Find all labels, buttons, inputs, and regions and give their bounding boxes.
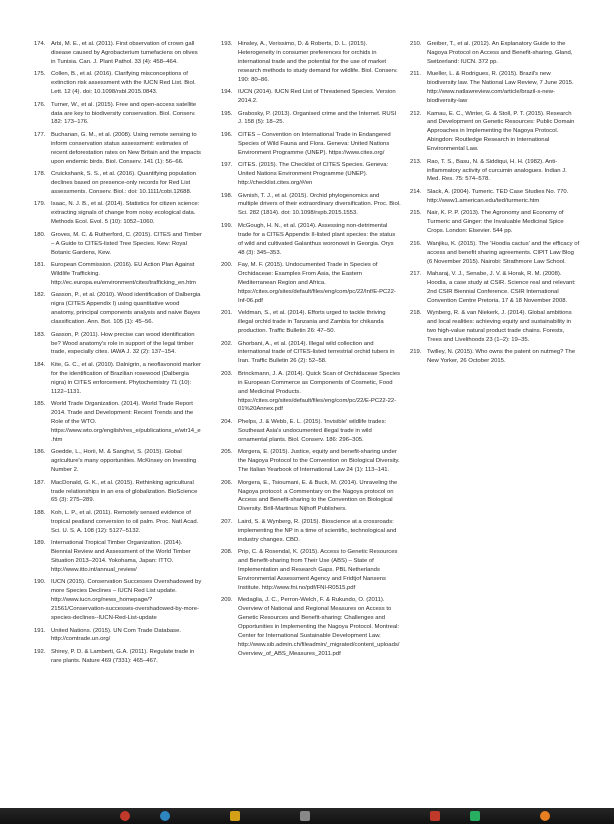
reference-text: Prip, C. & Rosendal, K. (2015). Access to Genetic Resources and Benefit-sharing from Their Use (ABS) – State of Implementation and Research Gaps. PBL Netherlands Environmental Assessment Agency and Fridtjof Nansens Institute. http://www.fni.no/pdf/FNI-R0515.pdf bbox=[238, 549, 398, 591]
reference-item bbox=[34, 200, 202, 227]
reference-item bbox=[221, 518, 401, 545]
reference-number: 193. bbox=[221, 41, 233, 47]
reference-text: Hinsley, A., Verissimo, D. & Roberts, D. L. (2015). Heterogeneity in consumer preferences for orchids in international trade and the potential for the use of market research methods to study demand for wildlife. Biol. Conserv. 190: 80–86. bbox=[238, 41, 398, 83]
reference-number: 219. bbox=[410, 349, 422, 356]
reference-item bbox=[221, 192, 401, 219]
reference-item bbox=[221, 340, 401, 367]
reference-item bbox=[221, 222, 401, 258]
reference-number: 195. bbox=[221, 110, 233, 117]
reference-text: Morgera, E. (2015). Justice, equity and benefit-sharing under the Nagoya Protocol to the Convention on Biological Diversity. The Italian Yearbook of International Law 24 (1): 113–141. bbox=[238, 449, 400, 474]
reference-text: Maharaj, V. J., Senabe, J. V. & Horak, R. M. (2008). Hoodia, a case study at CSIR. Science real and relevant: 2nd CSIR Biennial Conference. CSIR International Convention Centre Pretoria. 17 & 18 November 2008. bbox=[427, 271, 576, 304]
reference-item bbox=[34, 361, 202, 397]
reference-column-right bbox=[410, 40, 580, 370]
reference-item bbox=[221, 596, 401, 658]
reference-text: Goedde, L., Horii, M. & Sanghvi, S. (2015). Global agriculture's many opportunities. McKinsey on Investing Number 2. bbox=[51, 449, 197, 474]
reference-item bbox=[221, 479, 401, 515]
reference-number: 176. bbox=[34, 101, 46, 108]
reference-item bbox=[34, 509, 202, 536]
reference-item bbox=[221, 309, 401, 336]
reference-number: 180. bbox=[34, 231, 46, 238]
reference-number: 182. bbox=[34, 292, 46, 299]
reference-number: 184. bbox=[34, 361, 46, 368]
reference-item bbox=[221, 418, 401, 445]
reference-item bbox=[221, 110, 401, 128]
reference-text: Grabosky, P. (2013). Organised crime and the Internet. RUSI J. 158 (5): 18–25. bbox=[238, 110, 397, 126]
reference-text: Kite, G. C., et al. (2010). Dalnigrin, a neoflavonoid marker for the identification of Brazilian rosewood (Dalbergia nigra) in CITES enforcement. Phytochemistry 71 (10): 1122–1131. bbox=[51, 361, 201, 395]
reference-item bbox=[34, 648, 202, 666]
reference-column-middle bbox=[221, 40, 401, 662]
reference-item bbox=[34, 40, 202, 67]
reference-item bbox=[221, 161, 401, 188]
reference-number: 217. bbox=[410, 271, 422, 277]
reference-number: 208. bbox=[221, 549, 233, 556]
reference-item bbox=[34, 70, 202, 97]
reference-text: Ghorbani, A., et al. (2014). Illegal wild collection and international trade of CITES-listed terrestrial orchid tubers in Iran. Traffic Bulletin 26 (2): 52–58. bbox=[238, 340, 395, 365]
reference-text: Isaac, N. J. B., et al. (2014). Statistics for citizen science: extracting signals of change from noisy ecological data. Methods Ecol. Evol. 5 (10): 1052–1060. bbox=[51, 201, 200, 226]
reference-number: 211. bbox=[410, 71, 422, 78]
reference-item bbox=[221, 261, 401, 306]
reference-number: 213. bbox=[410, 158, 422, 165]
reference-text: European Commission. (2016). EU Action Plan Against Wildlife Trafficking. http://ec.europa.eu/environment/cites/trafficking_en.htm bbox=[51, 262, 196, 286]
reference-number: 200. bbox=[221, 262, 233, 269]
reference-item bbox=[221, 88, 401, 106]
reference-number: 209. bbox=[221, 597, 233, 604]
reference-text: Fay, M. F. (2015). Undocumented Trade in Species of Orchidaceae: Examples From Asia, the Eastern Mediterranean Region and Africa. https://cites.org/sites/default/files/eng/com/pc/22/Inf/E-PC22-Inf-06.pdf bbox=[238, 262, 396, 304]
reference-item bbox=[410, 309, 580, 345]
reference-text: Phelps, J. & Webb, E. L. (2015). 'Invisible' wildlife trades: Southeast Asia's undocumented illegal trade in wild ornamental plants. Biol. Conserv. 186: 296–305. bbox=[238, 418, 387, 443]
reference-number: 185. bbox=[34, 401, 46, 408]
reference-text: Greiber, T., et al. (2012). An Explanatory Guide to the Nagoya Protocol on Access and Benefit-sharing. Gland, Switzerland: IUCN. 372 pp. bbox=[427, 41, 573, 65]
reference-item bbox=[410, 188, 580, 206]
reference-item bbox=[34, 539, 202, 575]
media-icon[interactable] bbox=[540, 811, 550, 821]
reference-item bbox=[34, 331, 202, 358]
reference-text: Givnish, T. J., et al. (2015). Orchid phylogenomics and multiple drivers of their extraordinary diversification. Proc. Biol. Sci. 282 (1814). doi: 10.1098/rspb.2015.1553. bbox=[238, 192, 401, 217]
reference-text: Morgera, E., Tsioumani, E. & Buck, M. (2014). Unraveling the Nagoya protocol: a Commentary on the Nagoya protocol on Access and Benefit-sharing to the Convention on Biological Diversity. Brill-Martinus Nijhoff Publishers. bbox=[238, 479, 398, 513]
reference-number: 199. bbox=[221, 222, 233, 229]
reference-text: Veldman, S., et al. (2014). Efforts urged to tackle thriving illegal orchid trade in Tanzania and Zambia for chikanda production. Traffic Bulletin 26: 47–50. bbox=[238, 310, 386, 335]
spreadsheet-icon[interactable] bbox=[470, 811, 480, 821]
reference-text: McGough, H. N., et al. (2014). Assessing non-detrimental trade for a CITES Appendix II-listed plant species: the status of wild and cultivated Galanthus woronowii in Georgia. Oryx 48 (3): 345–353. bbox=[238, 222, 396, 256]
reference-text: Mueller, L. & Rodrigues, R. (2015). Brazil's new biodiversity law. The National Law Review, 7 June 2015. http://www.natlawreview.com/article/brazil-s-new-biodiversity-law bbox=[427, 71, 574, 105]
reference-column-left bbox=[34, 40, 202, 669]
reference-item bbox=[34, 131, 202, 167]
reference-text: Gasson, P., et al. (2010). Wood identification of Dalbergia nigra (CITES Appendix I) using quantitative wood anatomy, principal components analysis and naive Bayes classification. Ann. Bot. 105 (1): 45–56. bbox=[51, 292, 201, 326]
reference-item bbox=[410, 240, 580, 267]
reference-text: CITES. (2015). The Checklist of CITES Species. Geneva: United Nations Environment Programme (UNEP). http://checklist.cites.org/#/en bbox=[238, 162, 389, 187]
reference-item bbox=[410, 40, 580, 67]
reference-number: 194. bbox=[221, 89, 233, 96]
reference-item bbox=[34, 578, 202, 623]
reference-text: Collen, B., et al. (2016). Clarifying misconceptions of extinction risk assessment with the IUCN Red List. Biol. Lett. 12 (4). doi: 10.1098/rsbl.2015.0843. bbox=[51, 71, 196, 96]
reference-number: 187. bbox=[34, 479, 46, 486]
reference-item bbox=[410, 209, 580, 236]
reference-item bbox=[410, 70, 580, 106]
reference-text: World Trade Organization. (2014). World Trade Report 2014. Trade and Development: Recent Trends and the Role of the WTO. https://www.wto.org/english/res_e/publications_e/wtr14_e.htm bbox=[51, 401, 201, 443]
reference-item bbox=[34, 170, 202, 197]
reference-text: Medaglia, J. C., Perron-Welch, F. & Rukundo, O. (2011). Overview of National and Regional Measures on Access to Genetic Resources and Benefit-sharing: Challenges and Opportunities in Implementing the Nagoya Protocol. Montreal: Center for International Sustainable Development Law. http://www.sib.admin.ch/fileadmin/_migrated/content_uploads/Overview_of_ABS_Measures_2011.pdf bbox=[238, 597, 400, 657]
reference-text: International Tropical Timber Organization. (2014). Biennial Review and Assessment of the World Timber Situation 2013–2014. Yokohama, Japan: ITTO. http://www.itto.int/annual_review/ bbox=[51, 540, 191, 573]
reference-text: Kamau, E. C., Winter, G. & Stoll, P. T. (2015). Research and Development on Genetic Resources: Public Domain Approaches in Implementing the Nagoya Protocol. Abingdon: Routledge Research in International Environmental Law. bbox=[427, 110, 575, 153]
reference-number: 192. bbox=[34, 648, 46, 655]
reference-item bbox=[410, 158, 580, 185]
reference-item bbox=[221, 131, 401, 158]
reference-number: 216. bbox=[410, 240, 422, 247]
reference-text: Slack, A. (2004). Tumeric. TED Case Studies No. 770. http://www1.american.edu/ted/turmeric.htm bbox=[427, 188, 569, 204]
taskbar bbox=[0, 808, 614, 824]
reference-number: 205. bbox=[221, 449, 233, 456]
document-icon[interactable] bbox=[430, 811, 440, 821]
reference-text: Groves, M. C. & Rutherford, C. (2015). CITES and Timber – A Guide to CITES-listed Tree Species. Kew: Royal Botanic Gardens, Kew. bbox=[51, 231, 202, 256]
reference-text: Twilley, N. (2015). Who owns the patent on nutmeg? The New Yorker, 26 October 2015. bbox=[427, 349, 576, 365]
start-icon[interactable] bbox=[120, 811, 130, 821]
reference-number: 201. bbox=[221, 310, 233, 317]
reference-text: Cruickshank, S. S., et al. (2016). Quantifying population declines based on presence-only records for Red List assessments. Conserv. Biol.: doi: 10.1111/cobi.12688. bbox=[51, 171, 197, 195]
reference-number: 190. bbox=[34, 579, 46, 586]
reference-number: 181. bbox=[34, 262, 46, 269]
reference-number: 214. bbox=[410, 188, 422, 195]
reference-number: 206. bbox=[221, 479, 233, 486]
reference-text: Koh, L. P., et al. (2011). Remotely sensed evidence of tropical peatland conversion to oil palm. Proc. Natl Acad. Sci. U. S. A. 108 (12): 5127–5132. bbox=[51, 509, 199, 534]
reference-number: 178. bbox=[34, 171, 46, 178]
reference-item bbox=[34, 400, 202, 445]
reference-number: 188. bbox=[34, 509, 46, 516]
reference-number: 186. bbox=[34, 449, 46, 456]
reference-item bbox=[221, 370, 401, 415]
reference-text: United Nations. (2015). UN Com Trade Database. http://comtrade.un.org/ bbox=[51, 627, 181, 643]
reference-item bbox=[34, 101, 202, 128]
reference-text: MacDonald, G. K., et al. (2015). Rethinking agricultural trade relationships in an era of globalization. BioScience 65 (3): 275–289. bbox=[51, 479, 198, 504]
reference-text: Gasson, P. (2011). How precise can wood identification be? Wood anatomy's role in support of the legal timber trade, especially cites. IAWA J. 32 (2): 137–154. bbox=[51, 331, 195, 356]
reference-text: Laird, S. & Wynberg, R. (2015). Bioscience at a crossroads: implementing the NP in a time of scientific, technological and industry changes. CBD. bbox=[238, 518, 397, 543]
reference-text: Turner, W., et al. (2015). Free and open-access satellite data are key to biodiversity conservation. Biol. Conserv. 182: 173–176. bbox=[51, 101, 197, 126]
reference-number: 189. bbox=[34, 540, 46, 547]
reference-number: 183. bbox=[34, 331, 46, 338]
reference-item bbox=[221, 448, 401, 475]
reference-item bbox=[34, 231, 202, 258]
reference-number: 196. bbox=[221, 131, 233, 138]
reference-number: 207. bbox=[221, 518, 233, 525]
reference-item bbox=[410, 348, 580, 366]
reference-number: 203. bbox=[221, 370, 233, 377]
reference-item bbox=[34, 291, 202, 327]
reference-text: Nair, K. P. P. (2013). The Agronomy and Economy of Turmeric and Ginger: the Invaluable Medicinal Spice Crops. London: Elsevier. 544 pp. bbox=[427, 210, 564, 235]
reference-text: Arbi, M. E., et al. (2011). First observation of crown gall disease caused by Agrobacterium tumefaciens on olives in Tunisia. Can. J. Plant Pathol. 33 (4): 458–464. bbox=[51, 41, 198, 65]
reference-number: 204. bbox=[221, 418, 233, 425]
reference-number: 174. bbox=[34, 41, 46, 47]
reference-item bbox=[34, 448, 202, 475]
reference-item bbox=[221, 40, 401, 85]
folder-icon[interactable] bbox=[230, 811, 240, 821]
reference-number: 191. bbox=[34, 627, 46, 634]
reference-number: 197. bbox=[221, 162, 233, 169]
reference-number: 218. bbox=[410, 310, 422, 317]
reference-item bbox=[410, 270, 580, 306]
reference-text: CITES – Convention on International Trade in Endangered Species of Wild Fauna and Flora. Geneva: United Nations Environment Programme (UNEP). https://www.cites.org/ bbox=[238, 131, 391, 156]
reference-item bbox=[221, 548, 401, 593]
reference-number: 215. bbox=[410, 210, 422, 217]
reference-number: 198. bbox=[221, 192, 233, 199]
reference-text: Brinckmann, J. A. (2014). Quick Scan of Orchidaceae Species in European Commerce as Components of Cosmetic, Food and Medicinal Products. https://cites.org/sites/default/files/eng/com/pc/22/E-PC22-22-01%20Annex.pdf bbox=[238, 370, 401, 413]
reference-text: IUCN (2014). IUCN Red List of Threatened Species. Version 2014.2. bbox=[238, 89, 396, 105]
reference-number: 202. bbox=[221, 340, 233, 347]
reference-item bbox=[34, 627, 202, 645]
reference-item bbox=[34, 261, 202, 288]
reference-number: 179. bbox=[34, 201, 46, 208]
reference-item bbox=[410, 110, 580, 155]
reference-text: Wanjiku, K. (2015). The 'Hoodia cactus' and the efficacy of access and benefit sharing agreements. CIPIT Law Blog (6 November 2015). Nairobi: Strathmore Law School. bbox=[427, 240, 580, 265]
reference-text: Buchanan, G. M., et al. (2008). Using remote sensing to inform conservation status assessment: estimates of recent deforestation rates on New Britain and the impacts upon endemic birds. Biol. Conserv. 141 (1): 56–66. bbox=[51, 131, 201, 165]
reference-number: 210. bbox=[410, 41, 422, 47]
reference-number: 175. bbox=[34, 71, 46, 78]
reference-text: Rao, T. S., Basu, N. & Siddiqui, H. H. (1982). Anti-inflammatory activity of curcumin analogues. Indian J. Med. Res. 75: 574–578. bbox=[427, 158, 567, 183]
app-icon[interactable] bbox=[300, 811, 310, 821]
reference-text: Shirey, P. D. & Lamberti, G.A. (2011). Regulate trade in rare plants. Nature 469 (7331): 465–467. bbox=[51, 648, 195, 664]
reference-number: 177. bbox=[34, 131, 46, 138]
reference-number: 212. bbox=[410, 110, 422, 117]
browser-icon[interactable] bbox=[160, 811, 170, 821]
reference-text: Wynberg, R. & van Niekerk, J. (2014). Global ambitions and local realities: achieving equity and sustainability in two high-value natural product trade chains. Forests, Trees and Livelihoods 23 (1–2): 19–35. bbox=[427, 310, 572, 343]
reference-item bbox=[34, 479, 202, 506]
reference-text: IUCN (2015). Conservation Successes Overshadowed by more Species Declines – IUCN Red List update. http://www.iucn.org/news_homepage/?21561/Conservation-successes-overshadowed-by-more-species-declines--IUCN-Red-List-update bbox=[51, 579, 202, 622]
